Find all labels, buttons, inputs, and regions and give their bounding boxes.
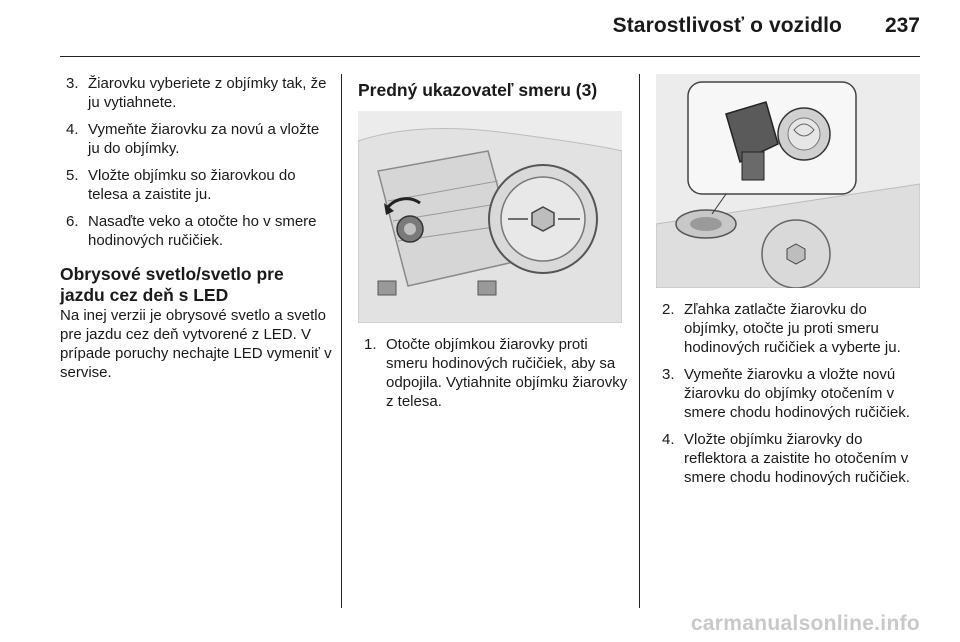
list-item: 4. Vložte objímku žiarovky do reflektora a zaistite ho otočením v smere chodu hodinových ručičiek. xyxy=(662,431,910,486)
header-divider xyxy=(60,56,920,57)
instruction-list-1 xyxy=(60,74,332,250)
column-1 xyxy=(60,74,332,382)
headlamp-rear-drawing xyxy=(358,111,622,323)
instruction-list-3 xyxy=(656,300,924,487)
watermark: carmanualsonline.info xyxy=(690,612,920,635)
headlamp-illustration-2 xyxy=(656,74,920,288)
list-item: 3. Vymeňte žiarovku a vložte novú žiarovku do objímky otočením v smere chodu hodinových ručičiek. xyxy=(662,366,910,421)
section-heading-turn-signal: Predný ukazovateľ smeru (3) xyxy=(358,80,598,100)
section-heading-led: Obrysové svetlo/svetlo pre jazdu cez deň s LED xyxy=(60,264,284,305)
list-item: 1. Otočte objímkou žiarovky proti smeru hodinových ručičiek, aby sa odpojila. Vytiahnite objímku žiarovky z telesa. xyxy=(364,336,628,410)
instruction-list-2 xyxy=(358,335,630,411)
bulb-socket-drawing xyxy=(656,74,920,288)
column-3 xyxy=(656,74,924,495)
list-item: 2. Zľahka zatlačte žiarovku do objímky, otočte ju proti smeru hodinových ručičiek a vyberte ju. xyxy=(662,301,901,356)
list-item: 3. Žiarovku vyberiete z objímky tak, že ju vytiahnete. xyxy=(66,75,327,111)
list-item: 4. Vymeňte žiarovku za novú a vložte ju do objímky. xyxy=(66,121,320,157)
column-divider-1 xyxy=(341,74,342,608)
headlamp-illustration-1 xyxy=(358,111,622,323)
section-text-led: Na inej verzii je obrysové svetlo a svetlo pre jazdu cez deň vytvorené z LED. V prípade poruchy nechajte LED vymeniť v servise. xyxy=(60,307,332,381)
column-divider-2 xyxy=(639,74,640,608)
column-2 xyxy=(358,74,630,419)
page-title: Starostlivosť o vozidlo xyxy=(612,14,842,37)
list-item: 5. Vložte objímku so žiarovkou do telesa a zaistite ju. xyxy=(66,167,296,203)
page-number: 237 xyxy=(884,14,920,37)
list-item: 6. Nasaďte veko a otočte ho v smere hodinových ručičiek. xyxy=(66,213,317,249)
